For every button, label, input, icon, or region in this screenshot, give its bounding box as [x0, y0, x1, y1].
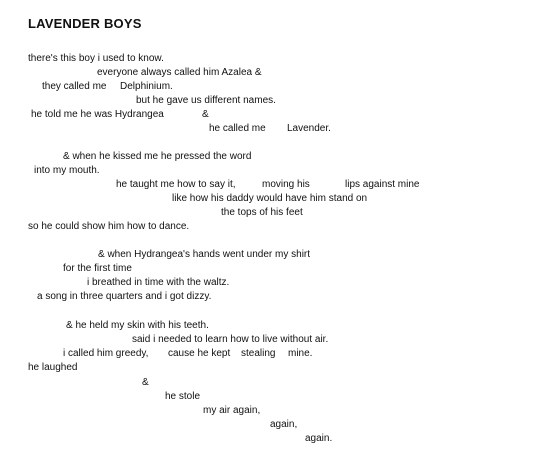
poem-line: a song in three quarters and i got dizzy.	[37, 291, 212, 302]
poem-line: my air again,	[203, 405, 261, 416]
poem-line: &	[142, 377, 149, 388]
poem-line: he taught me how to say it,	[116, 179, 236, 190]
poem-line: cause he kept	[168, 348, 231, 359]
poem-line: he told me he was Hydrangea	[31, 109, 164, 120]
poem-line: there's this boy i used to know.	[28, 53, 164, 64]
poem-line: Lavender.	[287, 123, 331, 134]
poem-line: moving his	[262, 179, 310, 190]
poem-line: i breathed in time with the waltz.	[87, 277, 230, 288]
poem-line: he laughed	[28, 362, 78, 373]
poem-line: everyone always called him Azalea &	[97, 67, 262, 78]
poem-line: again,	[270, 419, 298, 430]
poem-line: Delphinium.	[120, 81, 173, 92]
poem-line: but he gave us different names.	[136, 95, 276, 106]
poem-line: & he held my skin with his teeth.	[66, 320, 209, 331]
poem-line: he called me	[209, 123, 266, 134]
poem-line: stealing	[241, 348, 276, 359]
poem-line: &	[202, 109, 209, 120]
poem-line: i called him greedy,	[63, 348, 149, 359]
poem-line: they called me	[42, 81, 107, 92]
poem-title: LAVENDER BOYS	[28, 16, 142, 31]
poem-line: for the first time	[63, 263, 132, 274]
poem-line: & when he kissed me he pressed the word	[63, 151, 252, 162]
poem-line: like how his daddy would have him stand on	[172, 193, 368, 204]
poem-line: again.	[305, 433, 333, 444]
poem-line: said i needed to learn how to live without air.	[132, 334, 329, 345]
poem-line: the tops of his feet	[221, 207, 303, 218]
poem-line: he stole	[165, 391, 201, 402]
poem-line: lips against mine	[345, 179, 420, 190]
poem-line: so he could show him how to dance.	[28, 221, 190, 232]
poem-line: into my mouth.	[34, 165, 100, 176]
poem-line: mine.	[288, 348, 313, 359]
poem-line: & when Hydrangea's hands went under my shirt	[98, 249, 311, 260]
